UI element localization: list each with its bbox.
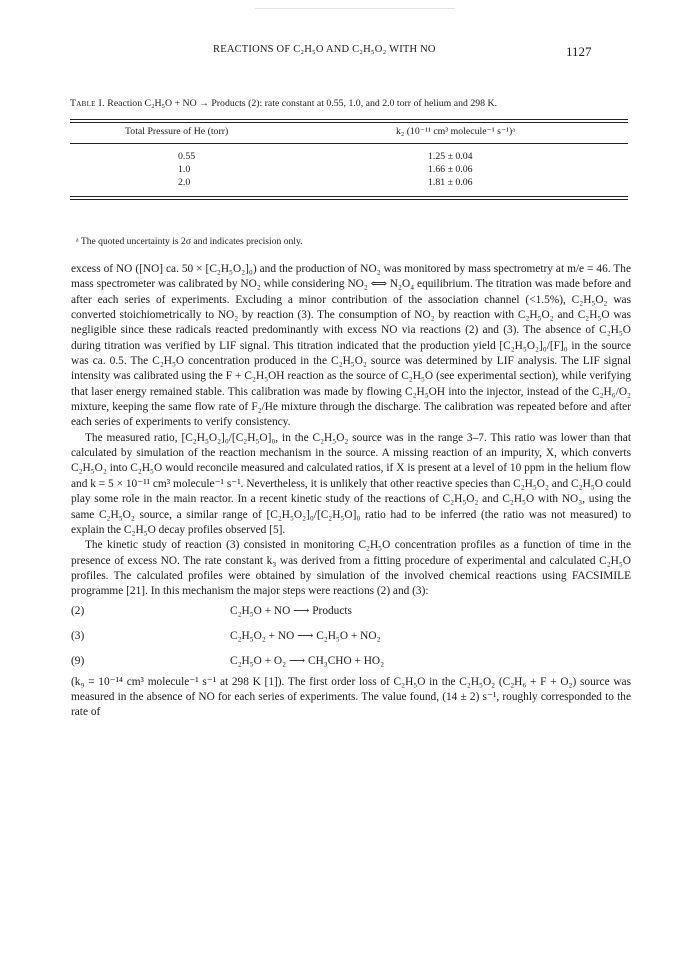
equation-row bbox=[71, 650, 631, 675]
equation: C₂H₅O + NO ⟶ Products bbox=[230, 604, 352, 617]
table-top-rule-double bbox=[70, 122, 628, 123]
table-top-rule bbox=[70, 119, 628, 120]
table-label: Table I. bbox=[70, 98, 105, 109]
table-caption bbox=[70, 98, 630, 109]
table-header-pressure: Total Pressure of He (torr) bbox=[125, 126, 229, 137]
paragraph: excess of NO ([NO] ca. 50 × [C₂H₅O₂]₀) and the production of NO₂ was monitored by mass spectrometry at m/e = 46. The mass spectrometer was calibrated by NO₂ while considering NO₂ ⟺ N₂O₄ equilibrium. The titration was made before and after each series of experiments. Excluding a minor contribution of the association channel (<1.5%), C₂H₅O₂ was converted stoichiometrically to NO₂ by reaction (3). The consumption of NO₂ by reaction with C₂H₅O₂ and C₂H₅O was negligible since these radicals reacted predominantly with excess NO via reactions (2) and (3). The absence of C₂H₅O during titration was verified by LIF signal. This titration indicated that the production yield [C₂H₅O₂]₀/[F]₀ in the source was ca. 0.5. The C₂H₅O concentration produced in the C₂H₅O₂ source was determined by LIF analysis. The LIF signal intensity was calibrated using the F + C₂H₅OH reaction as the source of C₂H₅O (see experimental section), while verifying that laser energy remained stable. This calibration was made by flowing C₂H₅OH into the injector, instead of the C₂H₆/O₂ mixture, keeping the same flow rate of F₂/He mixture through the discharge. The calibration was repeated before and after each series of experiments to verify consistency. bbox=[71, 263, 631, 429]
page-number: 1127 bbox=[566, 44, 592, 59]
paragraph: (k₉ = 10⁻¹⁴ cm³ molecule⁻¹ s⁻¹ at 298 K [1]). The first order loss of C₂H₅O in the C₂H₅O₂ (C₂H₆ + F + O₂) source was measured in the absence of NO for each series of experiments. The value found, (14 ± 2) s⁻¹, roughly corresponded to the rate of bbox=[71, 675, 631, 719]
table-cell-k2: 1.81 ± 0.06 bbox=[428, 177, 473, 188]
table-header-rule bbox=[70, 143, 628, 144]
table-cell-k2: 1.25 ± 0.04 bbox=[428, 151, 473, 162]
equation-row bbox=[71, 600, 631, 625]
paragraph: The measured ratio, [C₂H₅O₂]₀/[C₂H₅O]₀, in the C₂H₅O₂ source was in the range 3–7. This ratio was lower than that calculated by simulation of the reaction mechanism in the source. A missing reaction of an impurity, X, which converts C₂H₅O₂ into C₂H₅O would reconcile measured and calculated ratios, if X is present at a level of 10 ppm in the helium flow and k = 5 × 10⁻¹¹ cm³ molecule⁻¹ s⁻¹. Nevertheless, it is unlikely that other reactive species than C₂H₅O₂ and C₂H₅O could play some role in the main reactor. In a recent kinetic study of the reactions of C₂H₅O₂ and C₂H₅O with NO₃, using the same C₂H₅O₂ source, a similar range of [C₂H₅O₂]₀/[C₂H₅O]₀ ratio had to be inferred (the ratio was not measured) to explain the C₂H₅O decay profiles observed [5]. bbox=[71, 431, 631, 536]
table-footnote: ᵃ The quoted uncertainty is 2σ and indicates precision only. bbox=[76, 236, 303, 247]
equation: C₂H₅O₂ + NO ⟶ C₂H₅O + NO₂ bbox=[230, 629, 381, 642]
table-bottom-rule bbox=[70, 196, 628, 197]
table-header-k2: k₂ (10⁻¹¹ cm³ molecule⁻¹ s⁻¹)ᵃ bbox=[396, 126, 515, 137]
paragraph: The kinetic study of reaction (3) consisted in monitoring C₂H₅O concentration profiles as a function of time in the presence of excess NO. The rate constant k₃ was derived from a fitting procedure of experimental and calculated C₂H₅O profiles. The calculated profiles were obtained by simulation of the involved chemical reactions using FACSIMILE programme [21]. In this mechanism the major steps were reactions (2) and (3): bbox=[71, 539, 631, 598]
table-cell-pressure: 0.55 bbox=[178, 151, 196, 162]
table-cell-k2: 1.66 ± 0.06 bbox=[428, 164, 473, 175]
page-top-rule bbox=[255, 8, 455, 9]
table-cell-pressure: 2.0 bbox=[178, 177, 191, 188]
running-head: REACTIONS OF C₂H₅O AND C₂H₅O₂ WITH NO bbox=[213, 44, 436, 55]
equation-row bbox=[71, 625, 631, 650]
equation: C₂H₅O + O₂ ⟶ CH₃CHO + HO₂ bbox=[230, 654, 385, 667]
table-bottom-rule-double bbox=[70, 199, 628, 200]
equation-number: (9) bbox=[71, 654, 85, 667]
equation-number: (3) bbox=[71, 629, 85, 642]
equation-number: (2) bbox=[71, 604, 85, 617]
body-text bbox=[71, 262, 631, 721]
table-caption-text: Reaction C₂H₅O + NO → Products (2): rate constant at 0.55, 1.0, and 2.0 torr of helium and 298 K. bbox=[107, 98, 498, 109]
table-cell-pressure: 1.0 bbox=[178, 164, 191, 175]
